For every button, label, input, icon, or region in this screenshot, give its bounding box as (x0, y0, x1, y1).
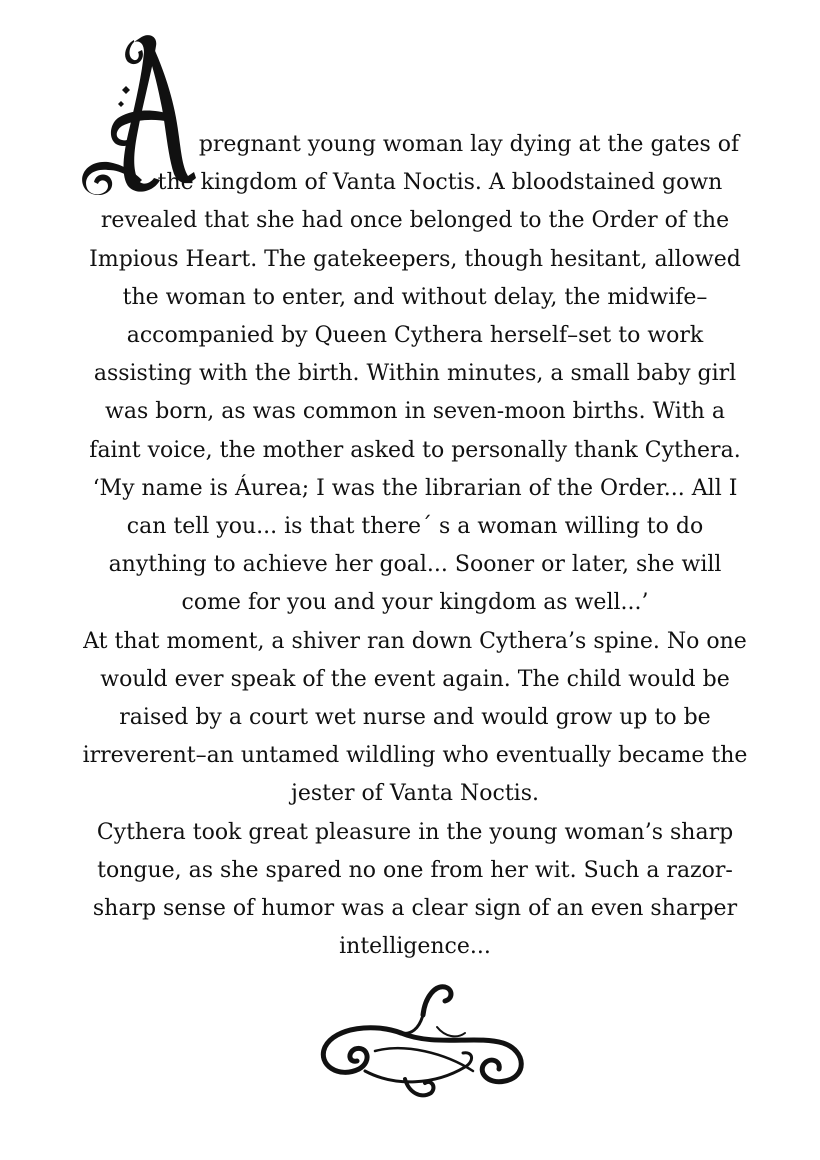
text-line: come for you and your kingdom as well...’ (181, 590, 649, 616)
text-line: ‘My name is Áurea; I was the librarian of the Order... All I (92, 475, 738, 501)
text-line: intelligence... (339, 934, 491, 960)
text-line: irreverent–an untamed wildling who eventually became the (82, 743, 748, 769)
text-line: assisting with the birth. Within minutes, a small baby girl (93, 361, 737, 387)
text-line: jester of Vanta Noctis. (291, 781, 539, 807)
text-line: pregnant young woman lay dying at the gates of (198, 132, 740, 157)
text-line: the woman to enter, and without delay, the midwife– (122, 284, 708, 310)
story-text (70, 126, 760, 966)
ornamental-flourish (305, 975, 535, 1105)
text-line: Cythera took great pleasure in the young woman’s sharp (96, 819, 734, 845)
text-line: accompanied by Queen Cythera herself–set to work (126, 323, 704, 349)
text-line: raised by a court wet nurse and would grow up to be (119, 705, 711, 731)
text-line: was born, as was common in seven-moon births. With a (105, 399, 725, 425)
text-line: At that moment, a shiver ran down Cythera’s spine. No one (83, 628, 747, 654)
text-line: would ever speak of the event again. The child would be (100, 666, 730, 692)
text-line: faint voice, the mother asked to personally thank Cythera. (89, 437, 741, 463)
text-line: the kingdom of Vanta Noctis. A bloodstained gown (157, 170, 723, 196)
text-line: tongue, as she spared no one from her wit. Such a razor- (97, 857, 733, 883)
text-line: anything to achieve her goal... Sooner or later, she will (108, 552, 722, 578)
text-line: can tell you... is that there´ s a woman willing to do (126, 514, 704, 540)
text-line: Impious Heart. The gatekeepers, though hesitant, allowed (89, 246, 741, 272)
text-line: revealed that she had once belonged to the Order of the (100, 208, 730, 234)
text-line: sharp sense of humor was a clear sign of an even sharper (92, 896, 738, 922)
